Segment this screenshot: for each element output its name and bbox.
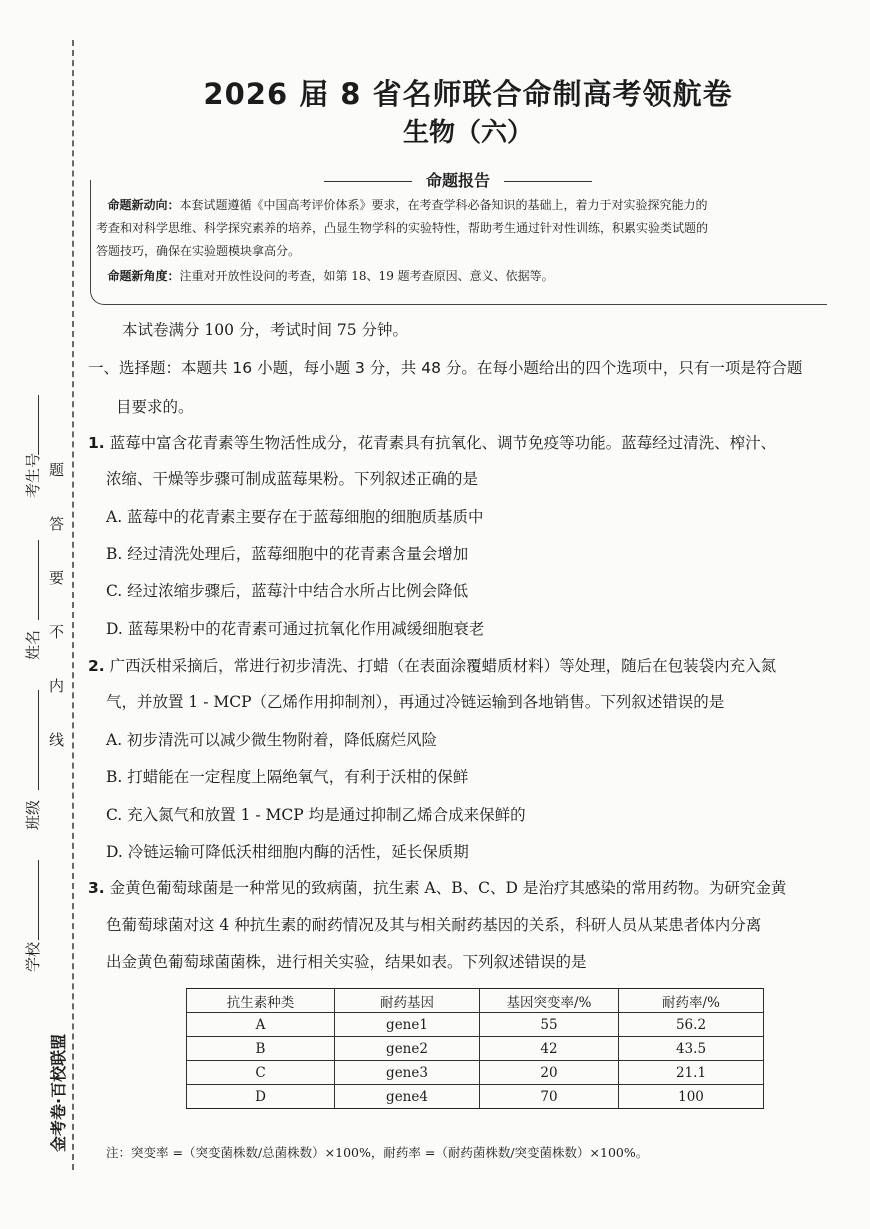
table-cell: gene1 [335, 1013, 480, 1037]
table-cell: A [187, 1013, 335, 1037]
table-row [187, 1085, 764, 1109]
exam-info: 本试卷满分 100 分，考试时间 75 分钟。 [122, 321, 409, 339]
class-blank [38, 690, 39, 790]
exam-number-blank [38, 395, 39, 455]
section-heading-line1: 一、选择题：本题共 16 小题，每小题 3 分，共 48 分。在每小题给出的四个选项中，只有一项是符合题 [88, 359, 803, 377]
no-answer-warning: 题答要不内线 [47, 462, 65, 786]
question-2-option-d[interactable]: D. 冷链运输可降低沃柑细胞内酶的活性，延长保质期 [106, 843, 469, 861]
report-direction-line3: 答题技巧，确保在实验题模块拿高分。 [96, 244, 301, 258]
question-1-number: 1. [88, 434, 105, 452]
report-box [90, 171, 826, 306]
table-cell: gene2 [335, 1037, 480, 1061]
binding-strip [0, 0, 80, 1229]
results-table [186, 988, 764, 1109]
report-heading-text: 命题报告 [425, 171, 490, 190]
report-heading [90, 168, 826, 191]
table-header-cell: 基因突变率/% [480, 989, 619, 1013]
question-1-stem-2: 浓缩、干燥等步骤可制成蓝莓果粉。下列叙述正确的是 [106, 470, 479, 488]
report-direction-line2: 考查和对科学思维、科学探究素养的培养，凸显生物学科的实验特性，帮助考生通过针对性训练，积累实验类试题的 [96, 221, 709, 235]
report-direction-line1 [96, 194, 824, 217]
table-cell: 70 [480, 1085, 619, 1109]
school-blank [38, 860, 39, 940]
table-note: 注：突变率 =（突变菌株数/总菌株数）×100%，耐药率 =（耐药菌株数/突变菌株数）×100%。 [106, 1145, 649, 1160]
direction-text-1: 本套试题遵循《中国高考评价体系》要求，在考查学科必备知识的基础上，着力于对实验探究能力的 [179, 198, 708, 212]
field-class: 班级 [24, 799, 42, 830]
question-2-stem-2: 气，并放置 1 - MCP（乙烯作用抑制剂），再通过冷链运输到各地销售。下列叙述错误的是 [106, 693, 725, 711]
question-2-text-1: 广西沃柑采摘后，常进行初步清洗、打蜡（在表面涂覆蜡质材料）等处理，随后在包装袋内充入氮 [109, 657, 777, 675]
table-row [187, 1061, 764, 1085]
question-1-option-c[interactable]: C. 经过浓缩步骤后，蓝莓汁中结合水所占比例会降低 [106, 582, 469, 600]
question-3-stem-3: 出金黄色葡萄球菌菌株，进行相关实验，结果如表。下列叙述错误的是 [106, 953, 587, 971]
table-row [187, 1013, 764, 1037]
table-cell: B [187, 1037, 335, 1061]
question-2-option-a[interactable]: A. 初步清洗可以减少微生物附着，降低腐烂风险 [106, 731, 438, 749]
question-2-option-c[interactable]: C. 充入氮气和放置 1 - MCP 均是通过抑制乙烯合成来保鲜的 [106, 806, 526, 824]
table-cell: gene3 [335, 1061, 480, 1085]
table-header-cell: 抗生素种类 [187, 989, 335, 1013]
field-exam-number: 考生号 [24, 452, 42, 498]
table-cell: D [187, 1085, 335, 1109]
exam-title: 2026 届 8 省名师联合命制高考领航卷 [203, 77, 733, 111]
question-2-number: 2. [88, 657, 105, 675]
question-1-text-1: 蓝莓中富含花青素等生物活性成分，花青素具有抗氧化、调节免疫等功能。蓝莓经过清洗、榨汁、 [109, 434, 777, 452]
table-header-cell: 耐药率/% [619, 989, 764, 1013]
table-cell: 55 [480, 1013, 619, 1037]
table-cell: 56.2 [619, 1013, 764, 1037]
table-header-row [187, 989, 764, 1013]
question-2-option-b[interactable]: B. 打蜡能在一定程度上隔绝氧气，有利于沃柑的保鲜 [106, 768, 469, 786]
table-cell: 100 [619, 1085, 764, 1109]
question-1-option-b[interactable]: B. 经过清洗处理后，蓝莓细胞中的花青素含量会增加 [106, 545, 469, 563]
table-cell: 43.5 [619, 1037, 764, 1061]
cut-line [72, 40, 74, 1170]
name-blank [38, 540, 39, 620]
report-body [96, 194, 824, 288]
table-header-cell: 耐药基因 [335, 989, 480, 1013]
angle-text: 注重对开放性设问的考查，如第 18、19 题考查原因、意义、依据等。 [179, 269, 554, 283]
table-row [187, 1037, 764, 1061]
question-1-stem-1 [88, 431, 776, 453]
question-3-text-1: 金黄色葡萄球菌是一种常见的致病菌，抗生素 A、B、C、D 是治疗其感染的常用药物。为研究金黄 [109, 879, 787, 897]
heading-rule-left [324, 181, 412, 182]
field-name: 姓名 [24, 629, 42, 660]
section-heading-line2: 目要求的。 [116, 398, 194, 416]
table-cell: 42 [480, 1037, 619, 1061]
report-angle-line [96, 265, 824, 288]
table-cell: 21.1 [619, 1061, 764, 1085]
table-cell: C [187, 1061, 335, 1085]
question-2-stem-1 [88, 654, 776, 676]
question-1-option-a[interactable]: A. 蓝莓中的花青素主要存在于蓝莓细胞的细胞质基质中 [106, 508, 484, 526]
direction-label: 命题新动向： [107, 198, 180, 212]
field-school: 学校 [24, 941, 42, 972]
question-1-option-d[interactable]: D. 蓝莓果粉中的花青素可通过抗氧化作用减缓细胞衰老 [106, 620, 485, 638]
question-3-stem-1 [88, 876, 786, 898]
angle-label: 命题新角度： [107, 269, 180, 283]
exam-subject: 生物（六） [402, 118, 533, 148]
table-cell: 20 [480, 1061, 619, 1085]
heading-rule-right [504, 181, 592, 182]
question-3-stem-2: 色葡萄球菌对这 4 种抗生素的耐药情况及其与相关耐药基因的关系，科研人员从某患者体内分离 [106, 916, 762, 934]
question-3-number: 3. [88, 879, 105, 897]
table-cell: gene4 [335, 1085, 480, 1109]
brand-label: 金考卷·百校联盟 [49, 1033, 68, 1152]
